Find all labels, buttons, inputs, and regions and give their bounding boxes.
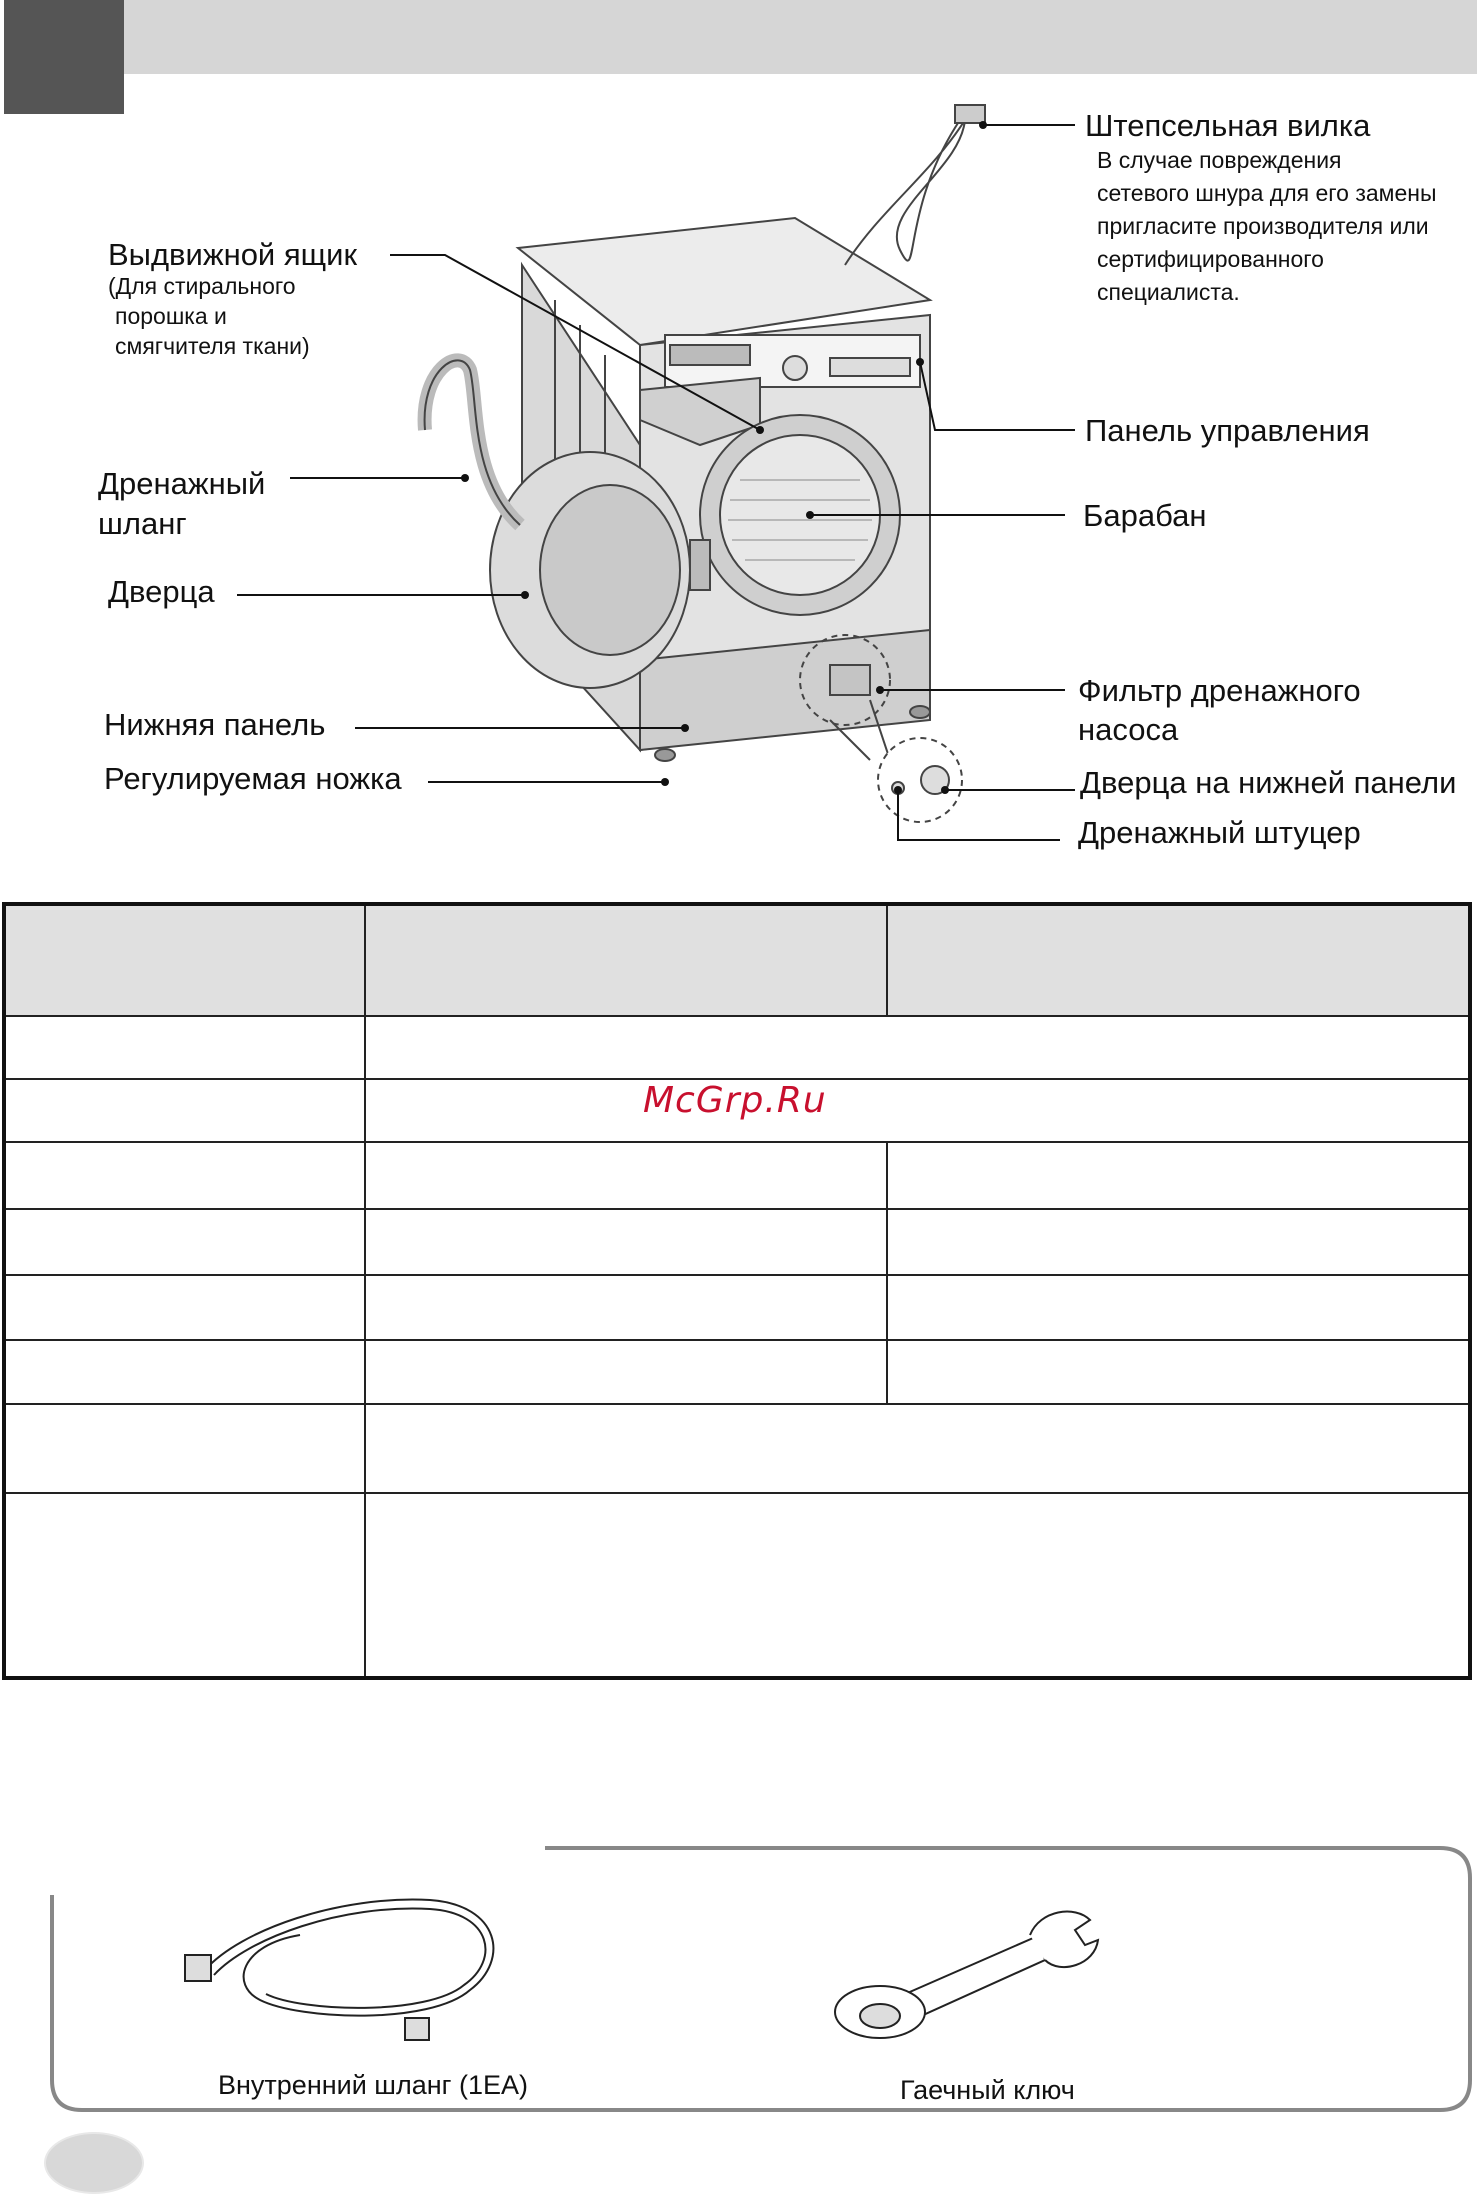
note-plug-line-2: сетевого шнура для его замены	[1097, 180, 1437, 206]
note-plug-line-4: сертифицированного	[1097, 246, 1324, 272]
note-drawer-line-1: (Для стирального	[108, 273, 296, 299]
power-cord-drawing	[845, 120, 965, 265]
note-plug-line-5: специалиста.	[1097, 279, 1240, 305]
note-drawer-line-2: порошка и	[115, 303, 227, 329]
watermark: McGrp.Ru	[643, 1080, 827, 1121]
accessory-inlet-hose-label: Внутренний шланг (1EA)	[218, 2070, 529, 2100]
note-plug-line-1: В случае повреждения	[1097, 147, 1342, 173]
label-pump-filter-line-2: насоса	[1078, 712, 1179, 747]
label-drain-nipple: Дренажный штуцер	[1078, 815, 1361, 850]
header-section-marker	[4, 0, 124, 114]
label-door: Дверца	[108, 574, 215, 609]
label-control-panel: Панель управления	[1085, 413, 1370, 448]
page-number-badge	[44, 2132, 144, 2194]
table-header-row	[6, 906, 1468, 1015]
label-drawer: Выдвижной ящик	[108, 237, 358, 272]
label-drum: Барабан	[1083, 498, 1207, 533]
accessory-spanner-label: Гаечный ключ	[900, 2075, 1075, 2105]
label-adjustable-foot: Регулируемая ножка	[104, 761, 402, 796]
specifications-table	[2, 902, 1472, 1680]
label-pump-filter-line-1: Фильтр дренажного	[1078, 673, 1361, 708]
label-lower-panel: Нижняя панель	[104, 707, 326, 742]
label-plug: Штепсельная вилка	[1085, 108, 1371, 143]
note-drawer-line-3: смягчителя ткани)	[115, 333, 310, 359]
inlet-hose-drawing	[185, 1900, 493, 2040]
header-bar	[122, 0, 1477, 74]
label-drain-hose-line-2: шланг	[98, 506, 187, 541]
label-lower-panel-door: Дверца на нижней панели	[1080, 765, 1457, 800]
label-drain-hose-line-1: Дренажный	[98, 466, 266, 501]
spanner-drawing	[835, 1912, 1098, 2038]
note-plug-line-3: пригласите производителя или	[1097, 213, 1429, 239]
